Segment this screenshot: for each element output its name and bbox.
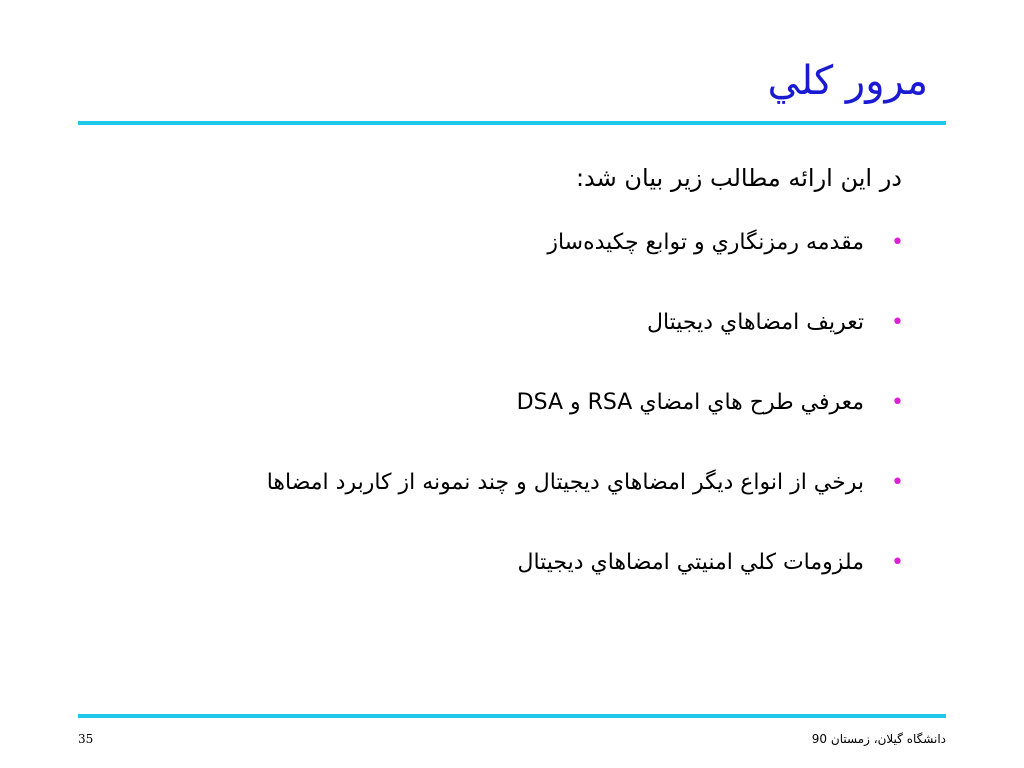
list-item-label: برخي از انواع ديگر امضاهاي ديجيتال و چند نمونه از كاربرد امضاها xyxy=(266,470,864,495)
bullet-icon: • xyxy=(891,470,904,495)
list-item-label: ملزومات كلي امنيتي امضاهاي ديجيتال xyxy=(517,550,864,575)
bullet-icon: • xyxy=(891,550,904,575)
intro-text: در اين ارائه مطالب زير بيان شد: xyxy=(575,164,902,192)
slide-title: مرور كلي xyxy=(767,58,928,104)
list-item xyxy=(267,546,904,626)
list-item-label: معرفي طرح هاي امضاي RSA و DSA xyxy=(516,390,864,415)
list-item xyxy=(266,466,904,546)
bullet-list xyxy=(266,226,904,626)
list-item xyxy=(267,306,904,386)
top-divider xyxy=(78,121,946,125)
bullet-icon: • xyxy=(891,230,904,255)
page-number: 35 xyxy=(78,732,94,746)
list-item xyxy=(267,386,904,466)
bullet-icon: • xyxy=(891,390,904,415)
list-item-label: تعريف امضاهاي ديجيتال xyxy=(646,310,864,335)
bottom-divider xyxy=(78,714,946,718)
footer-institution: دانشگاه گيلان، زمستان 90 xyxy=(811,732,946,746)
list-item-label: مقدمه رمزنگاري و توابع چكيده‌ساز xyxy=(547,230,864,255)
bullet-icon: • xyxy=(891,310,904,335)
list-item xyxy=(267,226,904,306)
